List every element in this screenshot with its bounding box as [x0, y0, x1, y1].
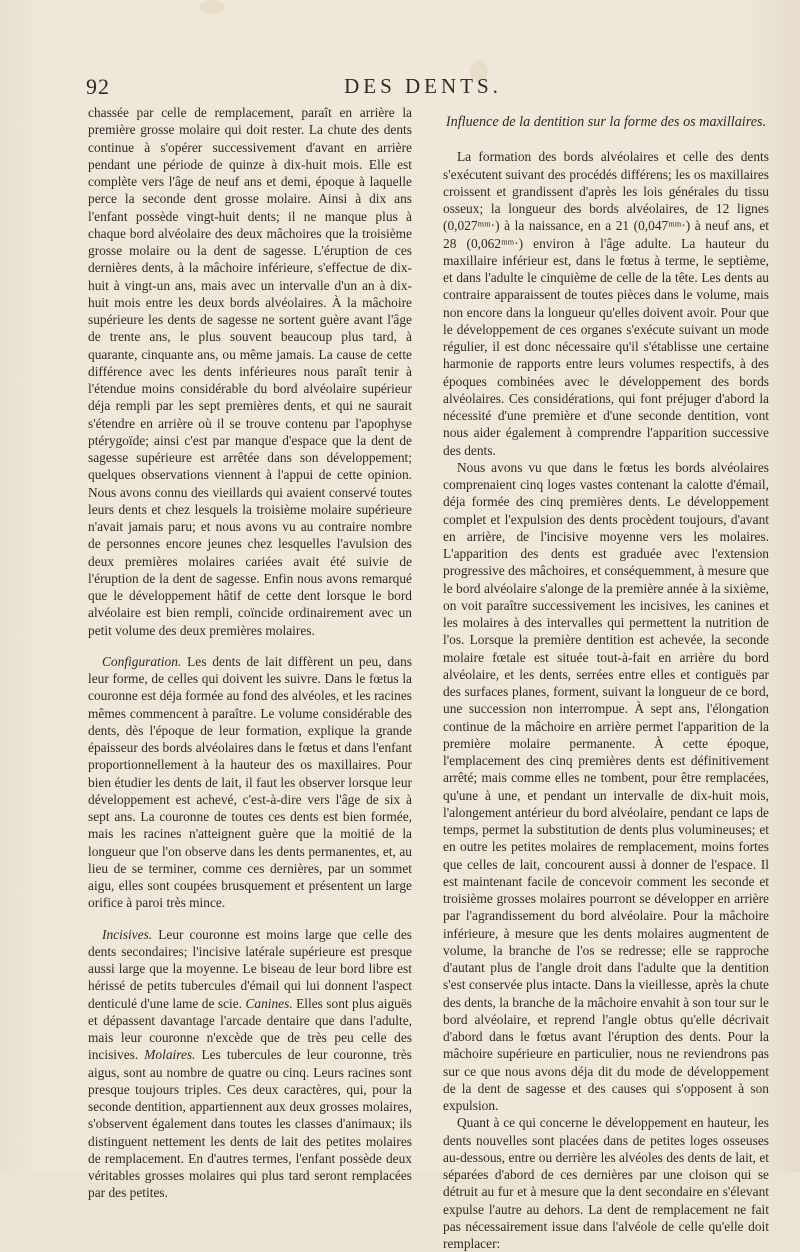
run-in-heading: Configuration.: [102, 653, 182, 669]
paragraph-incisives: [88, 926, 412, 1202]
run-in-heading: Molaires.: [144, 1047, 196, 1063]
paragraph-text: Elles sont plus aiguës et dépassent davantage l'arcade dentaire que dans l'adulte, mais leur couronne n'excède que de très peu celle des incisives.: [88, 995, 412, 1063]
section-heading: Influence de la dentition sur la forme des os maxillaires.: [445, 114, 767, 130]
page-number: 92: [86, 74, 110, 99]
paragraph-text: Les dents de lait diffèrent un peu, dans leur forme, de celles qui doivent les suivre. Dans le fœtus la couronne est déja formée au fond des alvéoles, et les racines mêmes commencent à paraître. Le volume considérable des dents, dès l'époque de leur formation, explique la grande épaisseur des bords alvéolaires dans le fœtus et dans l'enfant proportionnellement à la hauteur des os maxillaires. Pour bien étudier les dents de lait, il faut les observer lorsque leur développement est achevé, c'est-à-dire vers l'âge de six à sept ans. La couronne de toutes ces dents est bien formée, mais les racines n'atteignent guère que la moitié de la longueur que l'on observe dans les dents permanentes, et, au lieu de se terminer, comme ces dernières, par un sommet aigu, elles sont coupées brusquement et présentent un large orifice à paroi très mince.: [88, 653, 412, 911]
running-title: DES DENTS.: [344, 74, 502, 98]
paragraph: Quant à ce qui concerne le développement en hauteur, les dents nouvelles sont placées dans de petites loges osseuses au-dessous, entre ou derrière les alvéoles des dents de lait, et séparées d'abord de ces dernières par une cloison qui se détruit au fur et à mesure que la dent secondaire en s'élevant expulse l'autre au dehors. La dent de remplacement ne fait pas nécessairement issue dans l'alvéole de celle qu'elle doit remplacer:: [443, 1115, 769, 1251]
paragraph-text: Leur couronne est moins large que celle des dents secondaires; l'incisive latérale supérieure est presque aussi large que la moyenne. Le biseau de leur bord libre est hérissé de petits tubercules d'émail qui lui donnent l'aspect denticulé d'une lame de scie.: [88, 926, 412, 1011]
run-in-heading: Incisives.: [102, 926, 153, 942]
paragraph-configuration: [88, 653, 412, 912]
paragraph-text: Les tubercules de leur couronne, très aigus, sont au nombre de quatre ou cinq. Leurs racines sont presque toujours triples. Ces deux caractères, qui, pour la seconde dentition, appartiennent aux deux grosses molaires, s'observent également dans toutes les classes d'animaux; ils distinguent nettement les dents de lait des petites molaires de remplacement. En d'autres termes, l'enfant possède deux véritables grosses molaires qui plus tard seront remplacées par des petites.: [88, 1047, 412, 1201]
paragraph: La formation des bords alvéolaires et celle des dents s'exécutent suivant des procédés différens; les os maxillaires croissent et grandissent d'après les lois générales du tissu osseux; la longueur des bords alvéolaires, de 12 lignes (0,027ᵐᵐ·) à la naissance, en a 21 (0,047ᵐᵐ·) à neuf ans, et 28 (0,062ᵐᵐ·) environ à l'âge adulte. La hauteur du maxillaire inférieur est, dans le fœtus à terme, le septième, et dans l'adulte le cinquième de celle de la tête. Les dents au contraire apparaissent de toutes pièces dans le volume, mais non encore dans la longueur qu'elles doivent avoir. Pour que le développement de ces organes s'exécute suivant un mode régulier, il est donc nécessaire qu'il s'établisse une certaine harmonie de rapports entre leurs volumes respectifs, à des époques combinées avec le développement des bords alvéolaires. Ces considérations, qui font préjuger d'abord la nécessité d'une première et d'une seconde dentition, vont nous aider également à comprendre l'apparition successive des dents.: [443, 149, 769, 458]
paragraph: Nous avons vu que dans le fœtus les bords alvéolaires comprenaient cinq loges vastes contenant la calotte d'émail, déja formée des cinq premières dents. Le développement complet et l'expulsion des dents procèdent toujours, d'avant en arrière, de l'incisive moyenne vers les molaires. L'apparition des dents est graduée avec l'extension progressive des mâchoires, et conséquemment, à mesure que le bord alvéolaire s'alonge de la première année à la sixième, on voit paraître successivement les incisives, les canines et les molaires à des intervalles qui permettent la nutrition de l'os. Lorsque la première dentition est achevée, la seconde molaire fœtale est située tout-à-fait en arrière du bord alvéolaire, et les dents, serrées entre elles et contiguës par des surfaces planes, forment, suivant la longueur de ce bord, une succession non interrompue. À sept ans, l'élongation continue de la mâchoire en arrière permet l'apparition de la première molaire permanente. À cette époque, l'emplacement des cinq premières dents est définitivement arrêté; mais comme elles ne tombent, pour être remplacées, qu'une à une, et pendant un intervalle de dix-huit mois, l'alongement antérieur du bord alvéolaire, pendant ce laps de temps, permet la substitution de dents plus volumineuses; et en outre les petites molaires de remplacement, moins fortes que celles de lait, concourent aussi à donner de l'espace. Il est maintenant facile de concevoir comment les seconde et troisième grosses molaires pourront se développer en arrière par l'agrandissement du bord alvéolaire. Pour la mâchoire inférieure, à mesure que les dents molaires augmentent de volume, la branche de l'os se redresse; elle se rapproche d'autant plus de l'angle droit dans l'adulte que la dentition s'est conservée plus intacte. Dans la vieillesse, après la chute des dents, la branche de la mâchoire envahit à son tour sur le bord alvéolaire, et reprend l'angle obtus qu'elle décrivait d'abord dans le fœtus avant l'éruption des dents. Pour la mâchoire supérieure en particulier, nous ne reviendrons pas sur ce que nous avons déja dit du mode de développement de la dent de sagesse et des causes qui s'opposent à son expulsion.: [443, 459, 769, 1113]
right-column: [443, 104, 769, 1252]
paper-stain: [200, 0, 224, 14]
paragraph: chassée par celle de remplacement, paraît en arrière la première grosse molaire qui doit rester. La chute des dents continue à s'opérer successivement d'avant en arrière pendant une période de quinze à dix-huit mois. Elle est complète vers l'âge de neuf ans et demi, époque à laquelle perce la seconde dent grosse molaire. Ainsi à dix ans l'enfant possède vingt-huit dents; il ne manque plus à chaque bord alvéolaire des deux mâchoires que la troisième grosse molaire ou la dent de sagesse. L'éruption de ces dernières dents, à la mâchoire inférieure, s'effectue de dix-huit à vingt-un ans, mais avec un intervalle d'un an à dix-huit mois entre les deux bords alvéolaires. À la mâchoire supérieure les dents de sagesse ne sortent guère avant l'âge de trente ans, le plus souvent beaucoup plus tard, à quarante, cinquante ans, ou même jamais. La cause de cette différence avec les dents inférieures nous paraît tenir à l'étendue moins considérable du bord alvéolaire supérieur déja rempli par les sept premières dents, et qui ne saurait s'étendre en arrière où il se trouve contenu par l'apophyse ptérygoïde; ainsi c'est par manque d'espace que la dent de sagesse supérieure est arrêtée dans son développement; quelques observations viennent à l'appui de cette opinion. Nous avons connu des vieillards qui avaient conservé toutes leurs dents et chez lesquels la troisième molaire supérieure n'avait jamais paru; et nous avons vu au contraire nombre de personnes encore jeunes chez lesquelles l'avulsion des deux premières molaires cariées avait été suivie de l'éruption de la dent de sagesse. Enfin nous avons remarqué que le développement hâtif de cette dent lorsque le bord alvéolaire est bien rempli, coïncide ordinairement avec un petit volume des deux premières molaires.: [88, 105, 412, 638]
run-in-heading: Canines.: [245, 995, 293, 1011]
left-column: [88, 104, 412, 1202]
running-head: [86, 74, 760, 104]
